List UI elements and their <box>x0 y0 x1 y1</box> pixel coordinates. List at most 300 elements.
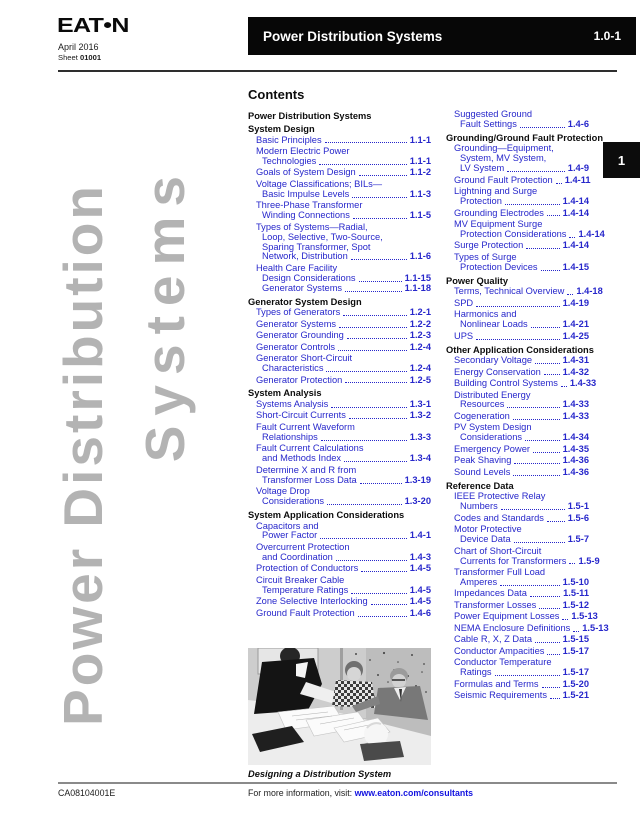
toc-entry-label[interactable]: Impedances Data <box>454 588 527 599</box>
toc-entry-line[interactable] <box>446 241 589 251</box>
toc-entry[interactable] <box>248 609 431 619</box>
toc-page-number[interactable]: 1.4-33 <box>569 378 597 389</box>
dot-leader <box>533 452 560 453</box>
toc-section-heading: Grounding/Ground Fault Protection <box>446 132 603 143</box>
toc-entry-label[interactable]: Formulas and Terms <box>454 678 539 689</box>
toc-entry-label[interactable]: Winding Connections <box>262 210 350 221</box>
toc-entry[interactable] <box>446 219 605 240</box>
dot-leader <box>338 350 407 351</box>
toc-page-number[interactable]: 1.1-5 <box>409 210 431 221</box>
toc-entry-label[interactable]: Transformer Full Load <box>454 567 546 577</box>
toc-entry[interactable] <box>248 522 431 542</box>
toc-page-number[interactable]: 1.4-15 <box>562 261 589 272</box>
toc-page-number[interactable]: 1.5-13 <box>582 622 609 633</box>
toc-entry[interactable] <box>446 647 589 657</box>
toc-entry-label[interactable]: SPD <box>454 297 474 308</box>
toc-entry[interactable] <box>446 368 589 378</box>
toc-page-number[interactable]: 1.2-4 <box>409 363 431 374</box>
toc-page-number[interactable]: 1.2-4 <box>409 341 431 352</box>
toc-entry[interactable] <box>446 310 589 330</box>
toc-entry-label[interactable]: Generator Controls <box>256 341 336 352</box>
toc-entry-label[interactable]: Fault Settings <box>460 118 517 129</box>
toc-entry[interactable] <box>446 253 589 273</box>
toc-entry-label[interactable]: Sound Levels <box>454 466 511 477</box>
toc-entry-label[interactable]: Protection <box>460 196 502 207</box>
toc-page-number[interactable]: 1.1-1 <box>409 155 431 166</box>
toc-entry-label[interactable]: Considerations <box>262 496 325 507</box>
toc-entry-line[interactable] <box>446 622 609 634</box>
toc-entry-line[interactable] <box>248 597 431 607</box>
toc-entry-label[interactable]: Types of Systems—Radial, <box>256 221 368 232</box>
dot-leader <box>547 215 560 216</box>
toc-page-number[interactable]: 1.4-21 <box>562 319 589 330</box>
dot-leader <box>360 483 402 484</box>
toc-page-number[interactable]: 1.1-18 <box>404 282 431 293</box>
toc-entry-line[interactable] <box>446 412 589 422</box>
toc-entry[interactable] <box>248 466 431 486</box>
toc-entry-label[interactable]: Surge Protection <box>454 240 524 251</box>
toc-entry[interactable] <box>248 564 431 574</box>
sheet-number <box>58 53 101 62</box>
toc-entry[interactable] <box>446 492 589 512</box>
toc-entry-label[interactable]: Motor Protective <box>454 524 522 535</box>
toc-entry-label[interactable]: Cable R, X, Z Data <box>454 634 533 645</box>
toc-entry[interactable] <box>446 622 609 634</box>
toc-section-heading: Power Quality <box>446 275 508 286</box>
dot-leader <box>353 218 407 219</box>
toc-entry-line[interactable] <box>248 553 431 563</box>
toc-entry[interactable] <box>248 168 431 178</box>
dot-leader <box>569 237 575 238</box>
toc-entry[interactable] <box>248 543 431 563</box>
toc-entry-label[interactable]: Ratings <box>460 667 492 678</box>
toc-entry-line[interactable] <box>446 286 603 297</box>
toc-entry-label[interactable]: Lightning and Surge <box>454 186 538 197</box>
toc-entry-line[interactable] <box>248 136 431 146</box>
toc-page-number[interactable]: 1.1-3 <box>409 188 431 199</box>
toc-entry-line[interactable] <box>248 609 431 619</box>
toc-entry-label[interactable]: MV Equipment Surge <box>454 219 543 230</box>
toc-entry-label[interactable]: Systems Analysis <box>256 398 329 409</box>
toc-entry-line[interactable] <box>248 331 431 341</box>
toc-page-number[interactable]: 1.4-14 <box>562 207 589 218</box>
toc-page-number[interactable]: 1.4-36 <box>562 466 589 477</box>
toc-entry-label[interactable]: Power Factor <box>262 530 318 541</box>
toc-page-number[interactable]: 1.5-11 <box>563 588 589 599</box>
toc-entry-label[interactable]: Basic Principles <box>256 134 322 145</box>
toc-page-number[interactable]: 1.5-7 <box>567 534 589 545</box>
toc-entry[interactable] <box>248 597 431 607</box>
toc-entry-line[interactable] <box>446 514 589 524</box>
toc-entry[interactable] <box>248 376 431 386</box>
toc-entry-label[interactable]: Numbers <box>460 501 498 512</box>
dot-leader <box>562 619 568 620</box>
toc-page-number[interactable]: 1.4-33 <box>562 399 589 410</box>
toc-page-number[interactable]: 1.4-19 <box>562 297 589 308</box>
toc-entry-label[interactable]: Energy Conservation <box>454 366 541 377</box>
toc-entry-label[interactable]: Power Equipment Losses <box>454 611 560 622</box>
toc-page-number[interactable]: 1.3-1 <box>409 398 431 409</box>
toc-entry[interactable] <box>446 468 589 478</box>
toc-entry-label[interactable]: Modern Electric Power <box>256 146 350 156</box>
toc-entry[interactable] <box>446 423 589 443</box>
toc-entry-label[interactable]: and Coordination <box>262 551 333 562</box>
toc-entry-line[interactable] <box>248 320 431 330</box>
toc-entry[interactable] <box>446 286 603 297</box>
toc-entry[interactable] <box>446 332 589 342</box>
toc-entry-label[interactable]: Fault Current Calculations <box>256 443 364 454</box>
toc-page-number[interactable]: 1.4-6 <box>567 118 589 129</box>
toc-entry-label[interactable]: Distributed Energy <box>454 389 531 400</box>
toc-page-number[interactable]: 1.5-9 <box>578 555 600 566</box>
toc-page-number[interactable]: 1.4-33 <box>562 410 589 421</box>
toc-page-number[interactable]: 1.5-17 <box>562 645 589 656</box>
toc-entry-label[interactable]: IEEE Protective Relay <box>454 491 546 502</box>
toc-page-number[interactable]: 1.3-2 <box>409 410 431 421</box>
toc-entry[interactable] <box>248 147 431 167</box>
toc-page-number[interactable]: 1.4-14 <box>578 228 605 239</box>
toc-page-number[interactable]: 1.2-2 <box>409 318 431 329</box>
toc-entry[interactable] <box>446 356 589 366</box>
toc-entry-label[interactable]: Short-Circuit Currents <box>256 410 346 421</box>
toc-entry[interactable] <box>446 658 589 678</box>
toc-entry-label[interactable]: Seismic Requirements <box>454 690 548 701</box>
toc-entry-label[interactable]: Temperature Ratings <box>262 584 349 595</box>
toc-entry[interactable] <box>248 423 431 443</box>
toc-entry-line[interactable] <box>248 157 431 167</box>
toc-page-number[interactable]: 1.4-35 <box>562 443 589 454</box>
toc-entry-line[interactable] <box>248 564 431 574</box>
toc-entry[interactable] <box>446 241 589 251</box>
toc-section-heading: System Analysis <box>248 388 322 399</box>
toc-entry-line[interactable] <box>446 611 598 622</box>
toc-entry[interactable] <box>248 264 431 294</box>
photo-illustration <box>248 648 431 765</box>
toc-section-heading: System Design <box>248 124 315 134</box>
toc-page-number[interactable]: 1.4-31 <box>562 355 589 366</box>
toc-entry-line[interactable] <box>248 308 431 318</box>
toc-entry-line[interactable] <box>248 454 431 464</box>
toc-entry-label[interactable]: Suggested Ground <box>454 109 533 119</box>
dot-leader <box>326 371 406 372</box>
toc-entry[interactable] <box>248 343 431 353</box>
dot-leader <box>343 315 407 316</box>
toc-entry-label[interactable]: Circuit Breaker Cable <box>256 574 345 585</box>
toc-entry-label[interactable]: Zone Selective Interlocking <box>256 596 368 607</box>
toc-entry[interactable] <box>446 144 589 174</box>
toc-entry-label[interactable]: Basic Impulse Levels <box>262 188 350 199</box>
toc-entry-label[interactable]: Ground Fault Protection <box>256 607 355 618</box>
toc-page-number[interactable]: 1.4-14 <box>562 196 589 207</box>
toc-entry-label[interactable]: NEMA Enclosure Definitions <box>454 622 571 633</box>
toc-entry-label[interactable]: Types of Generators <box>256 307 341 318</box>
toc-page-number[interactable]: 1.1-2 <box>409 167 431 178</box>
toc-entry-line[interactable] <box>248 433 431 443</box>
toc-entry-label[interactable]: System, MV System, <box>460 153 547 164</box>
toc-page-number[interactable]: 1.2-1 <box>409 307 431 318</box>
toc-entry-line[interactable] <box>446 176 589 186</box>
toc-entry-label[interactable]: Cogeneration <box>454 410 510 421</box>
toc-page-number[interactable]: 1.4-5 <box>409 584 431 595</box>
toc-entry-label[interactable]: Determine X and R from <box>256 464 357 475</box>
toc-entry-label[interactable]: Capacitors and <box>256 520 319 531</box>
toc-entry-label[interactable]: Overcurrent Protection <box>256 541 350 552</box>
toc-entry-line[interactable] <box>446 164 589 174</box>
toc-entry-line[interactable] <box>248 364 431 374</box>
toc-entry-line[interactable] <box>248 284 431 294</box>
toc-entry-label[interactable]: Amperes <box>460 576 498 587</box>
toc-entry-label[interactable]: Voltage Classifications; BILs— <box>256 178 383 189</box>
toc-entry-line[interactable] <box>248 411 431 421</box>
toc-page-number[interactable]: 1.1-15 <box>404 272 431 283</box>
toc-entry[interactable] <box>446 525 589 545</box>
toc-entry-label[interactable]: UPS <box>454 330 474 341</box>
toc-entry-label[interactable]: Transformer Losses <box>454 599 537 610</box>
toc-page-number[interactable]: 1.5-21 <box>562 690 589 701</box>
toc-entry[interactable] <box>446 456 589 466</box>
toc-page-number[interactable]: 1.4-36 <box>562 455 589 466</box>
toc-entry-line[interactable] <box>248 400 431 410</box>
toc-entry-label[interactable]: Types of Surge <box>454 251 517 262</box>
toc-entry-line[interactable] <box>248 497 431 507</box>
toc-page-number[interactable]: 1.2-3 <box>409 330 431 341</box>
toc-entry[interactable] <box>248 331 431 341</box>
toc-entry-line[interactable] <box>446 356 589 366</box>
toc-entry-label[interactable]: Relationships <box>262 431 318 442</box>
toc-entry-line[interactable] <box>446 228 605 240</box>
toc-entry-line[interactable] <box>446 320 589 330</box>
toc-entry[interactable] <box>248 201 431 221</box>
dot-leader <box>358 616 407 617</box>
toc-entry-line[interactable] <box>248 586 431 596</box>
toc-entry-label[interactable]: Grounding Electrodes <box>454 207 544 218</box>
toc-entry-label[interactable]: Considerations <box>460 432 523 443</box>
toc-entry[interactable] <box>248 223 431 263</box>
toc-page-number[interactable]: 1.4-6 <box>409 607 431 618</box>
toc-page-number[interactable]: 1.5-20 <box>562 678 589 689</box>
toc-entry-line[interactable] <box>446 120 589 130</box>
toc-entry[interactable] <box>248 320 431 330</box>
toc-entry-label[interactable]: Conductor Temperature <box>454 657 552 668</box>
toc-page-number[interactable]: 1.4-1 <box>409 530 431 541</box>
toc-entry-line[interactable] <box>446 445 589 455</box>
toc-page-number[interactable]: 1.3-20 <box>404 496 431 507</box>
toc-entry-label[interactable]: Chart of Short-Circuit <box>454 545 542 556</box>
toc-page-number[interactable]: 1.5-13 <box>571 611 598 622</box>
toc-entry-label[interactable]: Characteristics <box>262 363 324 374</box>
toc-page-number[interactable]: 1.4-11 <box>564 174 591 185</box>
toc-page-number[interactable]: 1.4-3 <box>409 551 431 562</box>
toc-entry-label[interactable]: Secondary Voltage <box>454 355 533 366</box>
toc-entry-line[interactable] <box>248 343 431 353</box>
toc-entry-line[interactable] <box>446 209 589 219</box>
toc-entry-label[interactable]: Technologies <box>262 155 317 166</box>
toc-page-number[interactable]: 1.3-3 <box>409 431 431 442</box>
toc-page-number[interactable]: 1.4-18 <box>576 286 603 297</box>
toc-entry[interactable] <box>446 611 598 622</box>
toc-entry-line[interactable] <box>446 468 589 478</box>
toc-entry-label[interactable]: PV System Design <box>454 422 532 433</box>
dot-leader <box>331 407 406 408</box>
toc-entry-line[interactable] <box>446 368 589 378</box>
toc-entry[interactable] <box>446 691 589 701</box>
toc-entry-line[interactable] <box>248 168 431 178</box>
toc-entry[interactable] <box>446 176 589 186</box>
toc-page-number[interactable]: 1.5-6 <box>567 512 589 523</box>
toc-entry-line[interactable] <box>446 601 589 611</box>
toc-entry-label[interactable]: Goals of System Design <box>256 167 356 178</box>
toc-entry-label[interactable]: Generator Grounding <box>256 330 344 341</box>
toc-page-number[interactable]: 1.4-34 <box>562 432 589 443</box>
toc-entry-line[interactable] <box>446 456 589 466</box>
toc-entry-label[interactable]: Conductor Ampacities <box>454 645 545 656</box>
toc-entry[interactable] <box>446 209 589 219</box>
toc-page-number[interactable]: 1.5-17 <box>562 667 589 678</box>
toc-entry-label[interactable]: Peak Shaving <box>454 455 512 466</box>
toc-entry[interactable] <box>446 187 589 207</box>
toc-entry-label[interactable]: Ground Fault Protection <box>454 174 553 185</box>
toc-entry-line[interactable] <box>248 531 431 541</box>
toc-entry-label[interactable]: and Methods Index <box>262 453 342 464</box>
toc-entry[interactable] <box>248 180 431 200</box>
toc-entry-line[interactable] <box>248 252 431 262</box>
toc-entry-line[interactable] <box>446 547 589 557</box>
toc-entry-label[interactable]: Generator Protection <box>256 374 343 385</box>
toc-entry-label[interactable]: Three-Phase Transformer <box>256 200 363 211</box>
toc-page-number[interactable]: 1.5-12 <box>562 599 589 610</box>
toc-entry[interactable] <box>446 412 589 422</box>
toc-entry-label[interactable]: Currents for Transformers <box>460 555 567 566</box>
toc-entry-label[interactable]: Device Data <box>460 534 511 545</box>
toc-page-number[interactable]: 1.1-1 <box>409 134 431 145</box>
toc-entry[interactable] <box>446 568 589 588</box>
toc-entry-line[interactable] <box>446 400 589 410</box>
toc-entry-line[interactable] <box>446 668 589 678</box>
toc-entry[interactable] <box>446 680 589 690</box>
toc-entry-label[interactable]: Grounding—Equipment, <box>454 143 554 154</box>
toc-entry[interactable] <box>446 391 589 411</box>
toc-entry[interactable] <box>446 378 597 389</box>
toc-page-number[interactable]: 1.4-5 <box>409 596 431 607</box>
consultants-link[interactable]: www.eaton.com/consultants <box>354 788 474 798</box>
toc-entry-line[interactable] <box>446 578 589 588</box>
toc-entry-label[interactable]: Protection of Conductors <box>256 563 359 574</box>
toc-entry-label[interactable]: Codes and Standards <box>454 512 544 523</box>
toc-entry-label[interactable]: Generator Short-Circuit <box>256 353 353 364</box>
toc-entry-label[interactable]: Sparing Transformer, Spot <box>262 241 371 252</box>
publication-date: April 2016 <box>58 42 99 52</box>
toc-page-number[interactable]: 1.5-10 <box>562 576 589 587</box>
dot-leader <box>507 171 565 172</box>
toc-entry[interactable] <box>248 487 431 507</box>
toc-entry-label[interactable]: Health Care Facility <box>256 262 338 273</box>
dot-leader <box>547 521 565 522</box>
toc-entry-label[interactable]: Emergency Power <box>454 443 530 454</box>
toc-entry-line[interactable] <box>446 299 589 309</box>
toc-page-number[interactable]: 1.4-9 <box>567 163 589 174</box>
toc-entry-line[interactable] <box>446 378 597 389</box>
toc-entry[interactable] <box>446 589 589 599</box>
toc-page-number[interactable]: 1.3-4 <box>409 453 431 464</box>
toc-entry-label[interactable]: LV System <box>460 163 505 174</box>
toc-entry-line[interactable] <box>446 635 589 645</box>
toc-page-number[interactable]: 1.5-15 <box>562 634 589 645</box>
toc-page-number[interactable]: 1.5-1 <box>567 501 589 512</box>
toc-entry-line[interactable] <box>446 589 589 599</box>
toc-entry-label[interactable]: Fault Current Waveform <box>256 421 355 432</box>
toc-entry-label[interactable]: Harmonics and <box>454 309 517 320</box>
toc-entry[interactable] <box>446 545 600 567</box>
toc-page-number[interactable]: 1.2-5 <box>409 374 431 385</box>
toc-entry-label[interactable]: Loop, Selective, Two-Source, <box>262 231 383 242</box>
toc-entry-line[interactable] <box>446 433 589 443</box>
toc-entry-label[interactable]: Voltage Drop <box>256 486 310 497</box>
toc-entry-label[interactable]: Generator Systems <box>262 282 343 293</box>
toc-entry-label[interactable]: Terms, Technical Overview <box>454 286 565 297</box>
toc-entry[interactable] <box>248 411 431 421</box>
toc-entry-line[interactable] <box>446 647 589 657</box>
toc-entry-label[interactable]: Transformer Loss Data <box>262 474 357 485</box>
toc-entry-label[interactable]: Building Control Systems <box>454 378 558 389</box>
toc-entry[interactable] <box>248 354 431 374</box>
toc-page-number[interactable]: 1.4-5 <box>409 563 431 574</box>
toc-entry-line[interactable] <box>446 555 600 567</box>
toc-entry-line[interactable] <box>248 190 431 200</box>
toc-entry-label[interactable]: Design Considerations <box>262 272 356 283</box>
toc-entry-line[interactable] <box>446 691 589 701</box>
toc-entry-label[interactable]: Generator Systems <box>256 318 337 329</box>
toc-page-number[interactable]: 1.1-6 <box>409 251 431 262</box>
dot-leader <box>556 183 562 184</box>
section-title: Power Distribution Systems <box>263 28 443 44</box>
toc-entry-line[interactable] <box>248 376 431 386</box>
toc-entry[interactable] <box>446 635 589 645</box>
toc-entry-line[interactable] <box>446 680 589 690</box>
toc-entry[interactable] <box>446 299 589 309</box>
toc-entry[interactable] <box>248 308 431 318</box>
toc-page-number[interactable]: 1.3-19 <box>404 474 431 485</box>
toc-entry-line[interactable] <box>446 197 589 207</box>
dot-leader <box>336 560 407 561</box>
toc-entry[interactable] <box>248 576 431 596</box>
toc-page-number[interactable]: 1.4-25 <box>562 330 589 341</box>
toc-entry-line[interactable] <box>446 502 589 512</box>
dot-leader <box>351 593 407 594</box>
toc-entry-line[interactable] <box>446 332 589 342</box>
toc-entry-line[interactable] <box>446 535 589 545</box>
toc-entry-line[interactable] <box>248 211 431 221</box>
toc-entry[interactable] <box>248 400 431 410</box>
toc-entry[interactable] <box>446 601 589 611</box>
toc-entry-line[interactable] <box>446 263 589 273</box>
dot-leader <box>501 509 565 510</box>
toc-page-number[interactable]: 1.4-32 <box>562 366 589 377</box>
toc-entry-label[interactable]: Network, Distribution <box>262 251 348 262</box>
toc-entry[interactable] <box>248 444 431 464</box>
toc-entry-label[interactable]: Protection Devices <box>460 261 538 272</box>
toc-entry[interactable] <box>446 514 589 524</box>
toc-entry-label[interactable]: Protection Considerations <box>460 228 567 239</box>
toc-entry[interactable] <box>446 445 589 455</box>
header-rule <box>58 70 617 72</box>
toc-entry[interactable] <box>248 136 431 146</box>
toc-entry-line[interactable] <box>248 476 431 486</box>
toc-page-number[interactable]: 1.4-14 <box>562 240 589 251</box>
toc-entry-label[interactable]: Nonlinear Loads <box>460 319 528 330</box>
toc-entry-label[interactable]: Resources <box>460 399 505 410</box>
dot-leader <box>539 608 559 609</box>
toc-entry[interactable] <box>446 110 589 130</box>
